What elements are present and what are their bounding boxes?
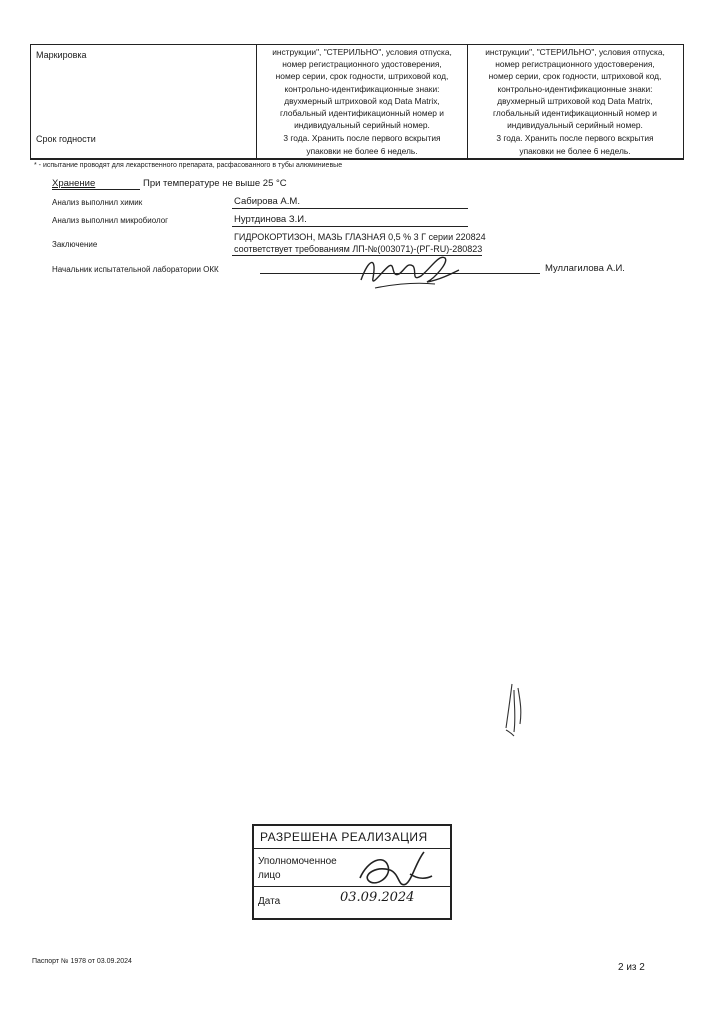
chemist-label: Анализ выполнил химик bbox=[52, 198, 143, 207]
marking-text-col1 bbox=[258, 46, 466, 131]
text-line: номер регистрационного удостоверения, bbox=[282, 59, 442, 70]
margin-signature bbox=[500, 680, 530, 740]
release-stamp bbox=[252, 824, 452, 920]
text-line: двухмерный штриховой код Data Matrix, bbox=[497, 95, 653, 106]
stamp-authorized-line1: Уполномоченное bbox=[258, 856, 337, 867]
text-line: номер регистрационного удостоверения, bbox=[495, 59, 655, 70]
text-line: номер серии, срок годности, штриховой код, bbox=[275, 71, 449, 82]
storage-value: При температуре не выше 25 °С bbox=[143, 178, 287, 189]
microbiologist-value: Нуртдинова З.И. bbox=[234, 214, 307, 225]
head-name: Муллагилова А.И. bbox=[545, 263, 625, 274]
chemist-underline bbox=[232, 208, 468, 209]
page-number: 2 из 2 bbox=[618, 962, 645, 973]
expiry-text-col2 bbox=[468, 132, 682, 157]
text-line: упаковки не более 6 недель. bbox=[519, 145, 631, 156]
text-line: 3 года. Хранить после первого вскрытия bbox=[496, 133, 654, 143]
table-divider bbox=[256, 44, 257, 158]
text-line: глобальный идентификационный номер и bbox=[280, 108, 444, 119]
storage-label: Хранение bbox=[52, 178, 96, 189]
passport-number: Паспорт № 1978 от 03.09.2024 bbox=[32, 958, 132, 965]
expiry-text-col1 bbox=[258, 132, 466, 157]
text-line: индивидуальный серийный номер. bbox=[294, 120, 430, 131]
head-signature bbox=[355, 248, 465, 294]
marking-label: Маркировка bbox=[36, 50, 87, 60]
stamp-authorized-line2: лицо bbox=[258, 870, 281, 881]
marking-text-col2 bbox=[468, 46, 682, 131]
microbiologist-underline bbox=[232, 226, 468, 227]
text-line: индивидуальный серийный номер. bbox=[507, 120, 643, 131]
conclusion-line1: ГИДРОКОРТИЗОН, МАЗЬ ГЛАЗНАЯ 0,5 % 3 Г серии 220824 bbox=[234, 232, 486, 242]
chemist-value: Сабирова А.М. bbox=[234, 196, 300, 207]
expiry-label: Срок годности bbox=[36, 134, 96, 144]
text-line: 3 года. Хранить после первого вскрытия bbox=[283, 133, 441, 143]
text-line: упаковки не более 6 недель. bbox=[306, 145, 418, 156]
stamp-date-label: Дата bbox=[258, 896, 281, 907]
stamp-date-value: 03.09.2024 bbox=[340, 890, 415, 905]
text-line: номер серии, срок годности, штриховой код, bbox=[488, 71, 662, 82]
table-bottom-border bbox=[30, 158, 684, 160]
text-line: контрольно-идентификационные знаки: bbox=[284, 83, 440, 94]
storage-underline bbox=[52, 189, 140, 190]
conclusion-label: Заключение bbox=[52, 240, 98, 249]
conclusion-line2: соответствует требованиям ЛП-№(003071)-(РГ-RU)-280823 bbox=[234, 244, 483, 254]
microbiologist-label: Анализ выполнил микробиолог bbox=[52, 216, 169, 225]
text-line: контрольно-идентификационные знаки: bbox=[497, 83, 653, 94]
text-line: инструкции", "СТЕРИЛЬНО", условия отпуска, bbox=[485, 47, 665, 57]
text-line: двухмерный штриховой код Data Matrix, bbox=[284, 95, 440, 106]
head-label: Начальник испытательной лаборатории ОКК bbox=[52, 265, 219, 274]
text-line: глобальный идентификационный номер и bbox=[493, 108, 657, 119]
text-line: инструкции", "СТЕРИЛЬНО", условия отпуска, bbox=[272, 47, 452, 57]
stamp-title: РАЗРЕШЕНА РЕАЛИЗАЦИЯ bbox=[260, 830, 428, 844]
stamp-signature bbox=[350, 844, 438, 898]
footnote: * - испытание проводят для лекарственного препарата, расфасованного в тубы алюминиевые bbox=[34, 162, 343, 169]
